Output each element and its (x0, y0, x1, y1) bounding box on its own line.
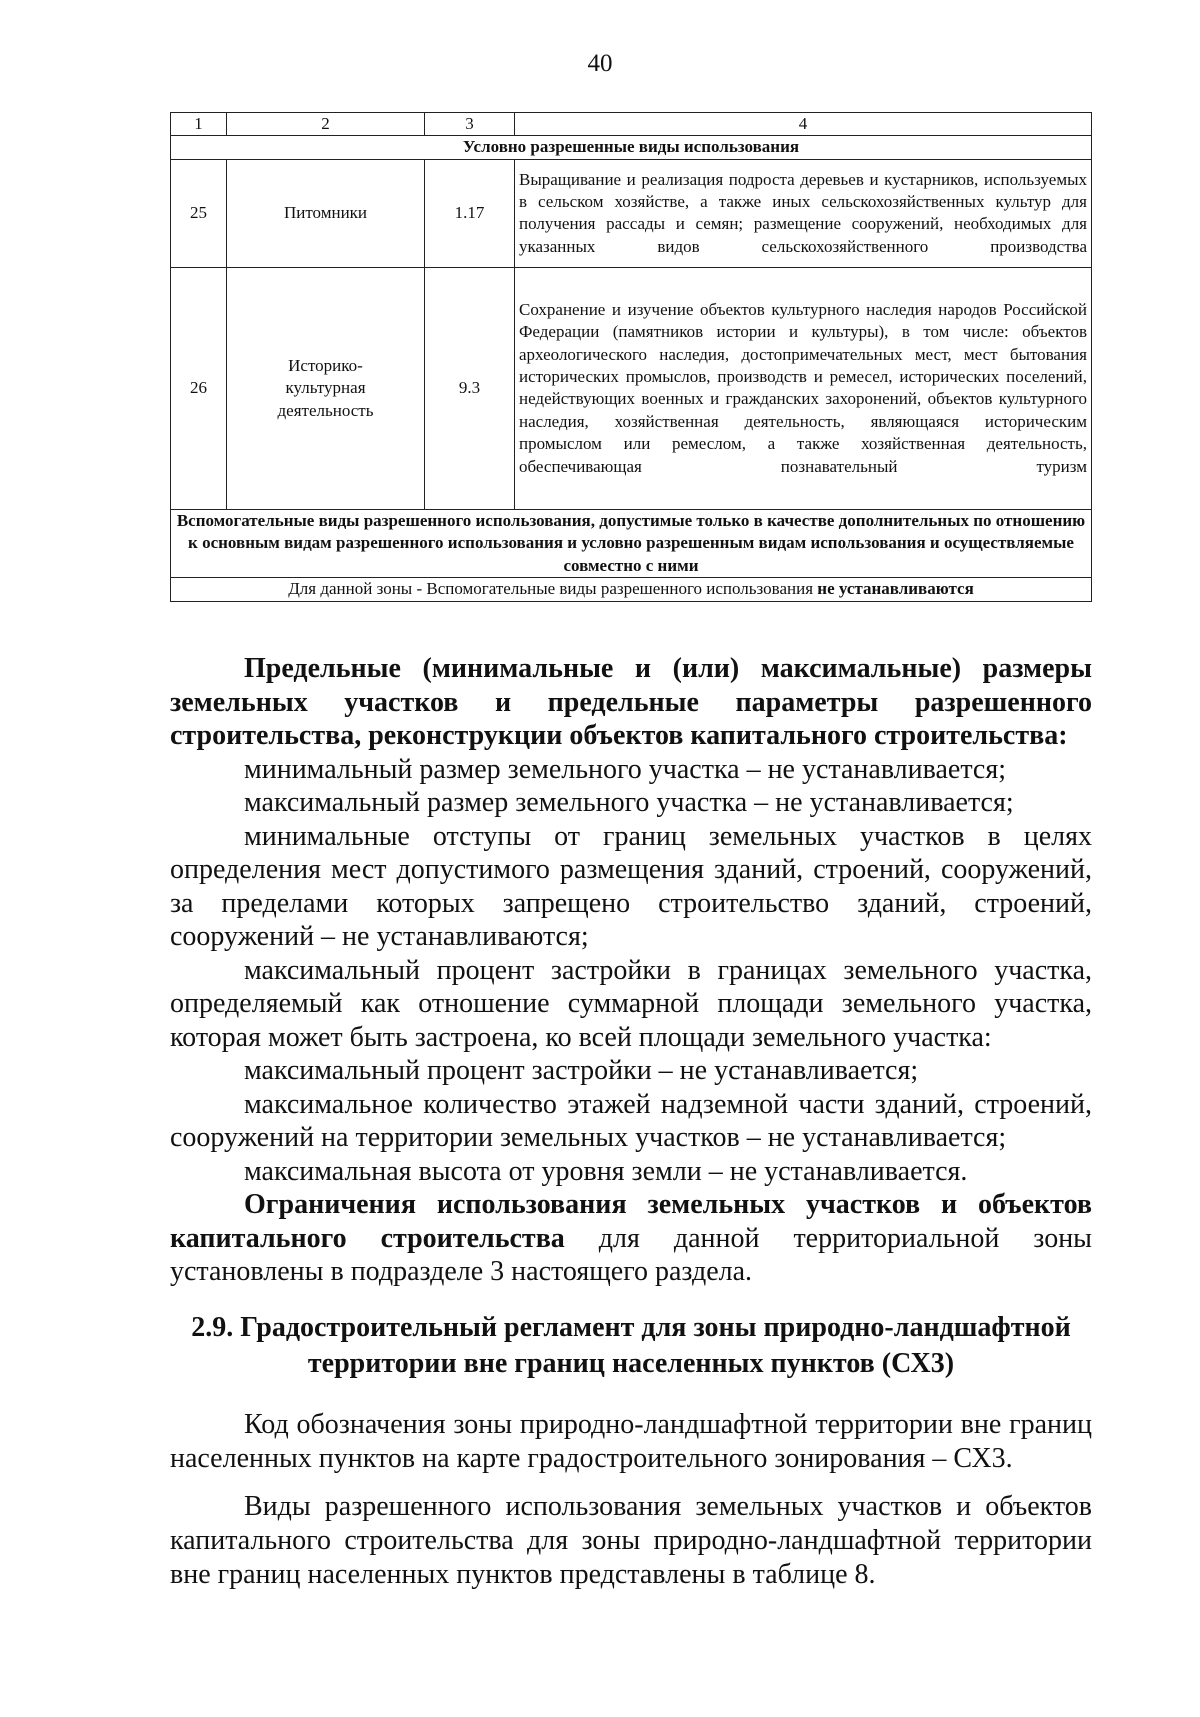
restrictions-paragraph (170, 1188, 1092, 1289)
table-row (171, 267, 1092, 509)
auxiliary-note-row (171, 578, 1092, 601)
column-header-1: 1 (171, 113, 227, 136)
use-code: 1.17 (425, 159, 515, 267)
limits-item: минимальные отступы от границ земельных участков в целях определения мест допустимого размещения зданий, строений, сооружений, за пределами которых запрещено строительство зданий, строений, сооружений – не устанавливаются; (170, 820, 1092, 952)
limits-item: максимальная высота от уровня земли – не устанавливается. (244, 1155, 968, 1187)
auxiliary-note-bold: не устанавливаются (817, 579, 974, 599)
section-title-line-1: 2.9. Градостроительный регламент для зоны природно-ландшафтной (191, 1312, 1071, 1343)
section-title-line-2: территории вне границ населенных пунктов (СХ3) (307, 1348, 955, 1379)
section-body (170, 1408, 1092, 1592)
conditional-uses-header-row (171, 136, 1092, 159)
column-header-row (171, 113, 1092, 136)
use-code: 9.3 (425, 267, 515, 509)
restrictions-bold: Ограничения использования земельных участков и объектов капитального строительства (170, 1189, 1092, 1254)
limits-section (170, 652, 1092, 1289)
auxiliary-uses-header-row (171, 509, 1092, 577)
limits-item: минимальный размер земельного участка – не устанавливается; (244, 753, 1007, 785)
restrictions-rest: для данной территориальной зоны установлены в подразделе 3 настоящего раздела. (170, 1222, 1092, 1287)
table-reference-paragraph: Виды разрешенного использования земельных участков и объектов капитального строительства для зоны природно-ландшафтной территории вне границ населенных пунктов представлены в таблице 8. (170, 1491, 1092, 1590)
auxiliary-note (171, 578, 1092, 601)
auxiliary-uses-header: Вспомогательные виды разрешенного использования, допустимые только в качестве дополнительных по отношению к основным видам разрешенного использования и условно разрешенным видам использования и осуществляемые совместно с ними (171, 509, 1092, 577)
zone-code-paragraph: Код обозначения зоны природно-ландшафтной территории вне границ населенных пунктов на карте градостроительного зонирования – СХ3. (170, 1409, 1092, 1474)
use-description: Выращивание и реализация подроста деревьев и кустарников, используемых в сельском хозяйстве, а также иных сельскохозяйственных культур для получения рассады и семян; размещение сооружений, необходимых для указанных видов сельскохозяйственного производства (515, 159, 1092, 267)
limits-item: максимальный размер земельного участка – не устанавливается; (244, 787, 1014, 818)
limits-item: максимальный процент застройки – не устанавливается; (244, 1055, 919, 1086)
page-number: 40 (587, 50, 613, 77)
limits-heading: Предельные (минимальные и (или) максимальные) размеры земельных участков и предельные параметры разрешенного строительства, реконструкции объектов капитального строительства: (170, 653, 1092, 751)
auxiliary-note-text: Для данной зоны - Вспомогательные виды разрешенного использования (288, 579, 818, 599)
row-number: 26 (171, 267, 227, 509)
limits-item: максимальное количество этажей надземной части зданий, строений, сооружений на территории земельных участков – не устанавливается; (170, 1088, 1092, 1153)
use-name: Питомники (227, 159, 425, 267)
conditional-uses-header: Условно разрешенные виды использования (171, 136, 1092, 159)
column-header-2: 2 (227, 113, 425, 136)
table-row (171, 159, 1092, 267)
use-name: Историко-культурная деятельность (227, 267, 425, 509)
use-description: Сохранение и изучение объектов культурного наследия народов Российской Федерации (памятников истории и культуры), в том числе: объектов археологического наследия, достопримечательных мест, мест бытования исторических промыслов, производств и ремесел, исторических поселений, недействующих военных и гражданских захоронений, объектов культурного наследия, хозяйственная деятельность, являющаяся историческим промыслом или ремеслом, а также хозяйственная деятельность, обеспечивающая познавательный туризм (515, 267, 1092, 509)
row-number: 25 (171, 159, 227, 267)
limits-item: максимальный процент застройки в границах земельного участка, определяемый как отношение суммарной площади земельного участка, которая может быть застроена, ко всей площади земельного участка: (170, 954, 1092, 1053)
land-use-table (170, 112, 1092, 602)
section-title (170, 1310, 1092, 1382)
column-header-3: 3 (425, 113, 515, 136)
column-header-4: 4 (515, 113, 1092, 136)
